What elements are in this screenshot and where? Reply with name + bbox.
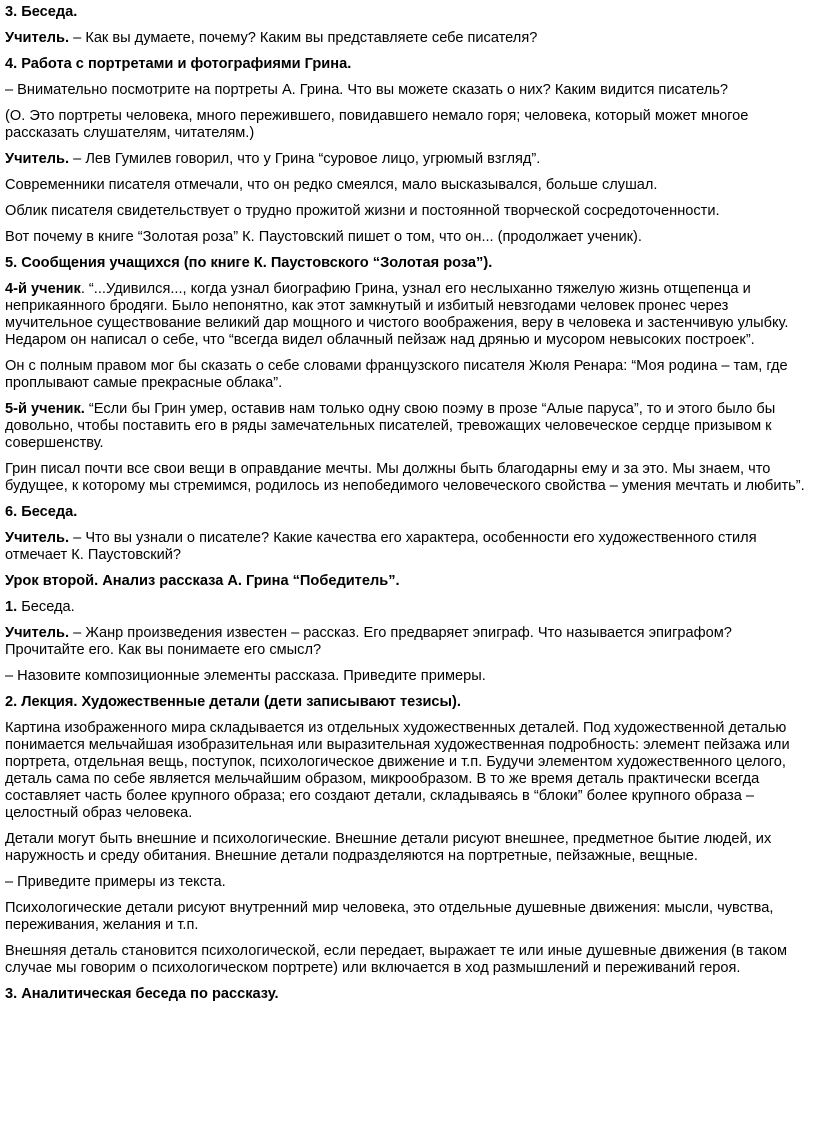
paragraph: Вот почему в книге “Золотая роза” К. Паустовский пишет о том, что он... (продолжает ученик).: [5, 229, 642, 245]
paragraph: Облик писателя свидетельствует о трудно прожитой жизни и постоянной творческой сосредоточенности.: [5, 203, 720, 219]
paragraph: Психологические детали рисуют внутренний мир человека, это отдельные душевные движения: мысли, чувства, переживания, желания и т.п.: [5, 900, 774, 933]
paragraph: Учитель. – Жанр произведения известен – рассказ. Его предваряет эпиграф. Что называется эпиграфом? Прочитайте его. Как вы понимаете его смысл?: [5, 625, 732, 658]
paragraph: Он с полным правом мог бы сказать о себе словами французского писателя Жюля Ренара: “Моя родина – там, где проплывают самые прекрасные облака”.: [5, 358, 788, 391]
paragraph: Учитель. – Что вы узнали о писателе? Какие качества его характера, особенности его художественного стиля отмечает К. Паустовский?: [5, 530, 757, 563]
paragraph: Учитель. – Лев Гумилев говорил, что у Грина “суровое лицо, угрюмый взгляд”.: [5, 151, 541, 167]
paragraph: 4-й ученик. “...Удивился..., когда узнал биографию Грина, узнал его неслыханно тяжелую жизнь отщепенца и неприкаянного бродяги. Было непонятно, как этот замкнутый и избитый невзгодами человек пронес через мучительное существование великий дар мощного и чистого воображения, веру в человека и застенчивую улыбку.: [5, 281, 789, 331]
paragraph: Картина изображенного мира складывается из отдельных художественных деталей. Под художественной деталью понимается мельчайшая изобразительная или выразительная художественная подробность: элемент пейзажа или портрета, отдельная вещь, поступок, психологическое движение и т.п. Будучи элементом художественного целого, деталь сама по себе является мельчайшим образом, микрообразом. В то же время деталь практически всегда составляет часть более крупного образа; его создают детали, складываясь в “блоки” более крупного образа – целостный образ человека.: [5, 720, 790, 821]
heading-analytic-conversation: 3. Аналитическая беседа по рассказу.: [5, 986, 279, 1002]
paragraph: Учитель. – Как вы думаете, почему? Каким вы представляете себе писателя?: [5, 30, 538, 46]
paragraph: – Назовите композиционные элементы рассказа. Приведите примеры.: [5, 668, 486, 684]
paragraph: (О. Это портреты человека, много пережившего, повидавшего немало горя; человека, который может многое рассказать слушателям, читателям.): [5, 108, 749, 141]
heading-conversation-6: 6. Беседа.: [5, 504, 78, 520]
paragraph: Современники писателя отмечали, что он редко смеялся, мало высказывался, больше слушал.: [5, 177, 658, 193]
heading-portraits: 4. Работа с портретами и фотографиями Грина.: [5, 56, 352, 72]
heading-conversation: 3. Беседа.: [5, 4, 78, 20]
paragraph: – Внимательно посмотрите на портреты А. Грина. Что вы можете сказать о них? Каким видится писатель?: [5, 82, 728, 98]
paragraph: Детали могут быть внешние и психологические. Внешние детали рисуют внешнее, предметное бытие людей, их наружность и среду обитания. Внешние детали подразделяются на портретные, пейзажные, вещные.: [5, 831, 772, 864]
paragraph: Грин писал почти все свои вещи в оправдание мечты. Мы должны быть благодарны ему и за это. Мы знаем, что будущее, к которому мы стремимся, родилось из непобедимого человеческого свойства – умения мечтать и любить”.: [5, 461, 805, 494]
paragraph: Недаром он написал о себе, что “всегда видел облачный пейзаж над дрянью и мусором невысоких построек”.: [5, 332, 755, 348]
heading-lecture: 2. Лекция. Художественные детали (дети записывают тезисы).: [5, 694, 461, 710]
paragraph: 5-й ученик. “Если бы Грин умер, оставив нам только одну свою поэму в прозе “Алые паруса”, то и этого было бы довольно, чтобы поставить его в ряды замечательных писателей, тревожащих человеческое сердце призывом к совершенству.: [5, 401, 776, 451]
heading-student-reports: 5. Сообщения учащихся (по книге К. Паустовского “Золотая роза”).: [5, 255, 493, 271]
paragraph: Внешняя деталь становится психологической, если передает, выражает те или иные душевные движения (в таком случае мы говорим о психологическом портрете) или включается в ход размышлений и переживаний героя.: [5, 943, 788, 976]
heading-lesson-two: Урок второй. Анализ рассказа А. Грина “Победитель”.: [5, 573, 400, 589]
paragraph: 1. Беседа.: [5, 599, 75, 615]
paragraph: – Приведите примеры из текста.: [5, 874, 226, 890]
